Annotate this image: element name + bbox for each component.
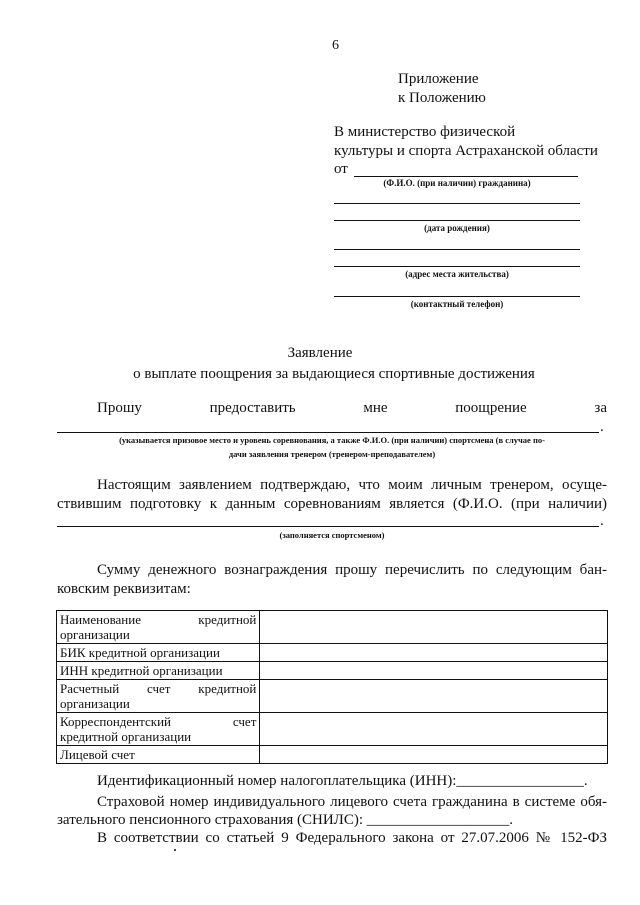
table-row [57, 746, 608, 764]
snils-line-2: зательного пенсионного страхования (СНИЛС): ___________________. [57, 812, 514, 828]
table-row [57, 644, 608, 662]
caption-phone: (контактный телефон) [410, 299, 504, 309]
caption-birth: (дата рождения) [424, 223, 490, 233]
table-row [57, 611, 608, 644]
document-subtitle: о выплате поощрения за выдающиеся спортивные достижения [133, 366, 535, 382]
address-field-2[interactable] [334, 266, 580, 267]
bank-inn-label: ИНН кредитной организации [57, 662, 260, 680]
address-field-1[interactable] [334, 249, 580, 250]
confirm-end-mark: . [600, 513, 604, 529]
page-number: 6 [332, 38, 339, 53]
request-word-5: за [594, 400, 607, 416]
phone-field[interactable] [334, 296, 580, 297]
request-word-4: поощрение [455, 400, 527, 416]
table-row [57, 713, 608, 746]
caption-fio: (Ф.И.О. (при наличии) гражданина) [383, 178, 531, 188]
inn-line: Идентификационный номер налогоплательщика (ИНН):_________________. [97, 773, 588, 789]
confirm-line-1: Настоящим заявлением подтверждаю, что моим личным тренером, осуще- [97, 477, 607, 493]
snils-line-1: Страховой номер индивидуального лицевого счета гражданина в системе обя- [97, 794, 607, 810]
payment-line-1: Сумму денежного вознаграждения прошу перечислить по следующим бан- [97, 562, 607, 578]
document-title: Заявление [287, 345, 353, 361]
personal-account-value[interactable] [260, 746, 608, 764]
confirm-line-2: ствившим подготовку к данным соревнованиям является (Ф.И.О. (при наличии) [57, 496, 607, 512]
personal-account-label: Лицевой счет [57, 746, 260, 764]
request-caption-2: дачи заявления тренером (тренером-преподавателем) [228, 449, 436, 459]
from-label: от [334, 161, 348, 177]
request-line [97, 400, 607, 417]
request-caption-1: (указывается призовое место и уровень соревнования, а также Ф.И.О. (при наличии) спортсмена (в случае по- [119, 435, 545, 445]
request-end-mark: . [600, 419, 604, 435]
request-word-2: предоставить [209, 400, 296, 416]
birth-date-field[interactable] [334, 220, 580, 221]
request-word-3: мне [363, 400, 388, 416]
settlement-account-value[interactable] [260, 680, 608, 713]
achievement-field[interactable] [57, 432, 599, 433]
appendix-title: Приложение [398, 71, 479, 87]
request-word-1: Прошу [97, 400, 142, 416]
correspondent-account-label: Корреспондентский счет кредитной организации [57, 713, 260, 746]
applicant-name-field-2[interactable] [334, 203, 580, 204]
law-line: В соответствии со статьей 9 Федерального закона от 27.07.2006 № 152-ФЗ [97, 830, 607, 846]
addressee-line-1: В министерство физической [334, 124, 516, 140]
bank-details-table [56, 610, 608, 764]
confirm-caption: (заполняется спортсменом) [279, 530, 385, 540]
scan-speck [174, 849, 176, 851]
bank-name-label: Наименование кредитной организации [57, 611, 260, 644]
settlement-account-label: Расчетный счет кредитной организации [57, 680, 260, 713]
payment-line-2: ковским реквизитам: [57, 581, 191, 597]
addressee-line-2: культуры и спорта Астраханской области [334, 143, 598, 159]
table-row [57, 680, 608, 713]
bik-label: БИК кредитной организации [57, 644, 260, 662]
table-row [57, 662, 608, 680]
bik-value[interactable] [260, 644, 608, 662]
appendix-subtitle: к Положению [398, 90, 486, 106]
correspondent-account-value[interactable] [260, 713, 608, 746]
bank-name-value[interactable] [260, 611, 608, 644]
bank-inn-value[interactable] [260, 662, 608, 680]
coach-name-field[interactable] [57, 526, 599, 527]
applicant-name-field[interactable] [354, 176, 578, 177]
caption-address: (адрес места жительства) [405, 269, 509, 279]
